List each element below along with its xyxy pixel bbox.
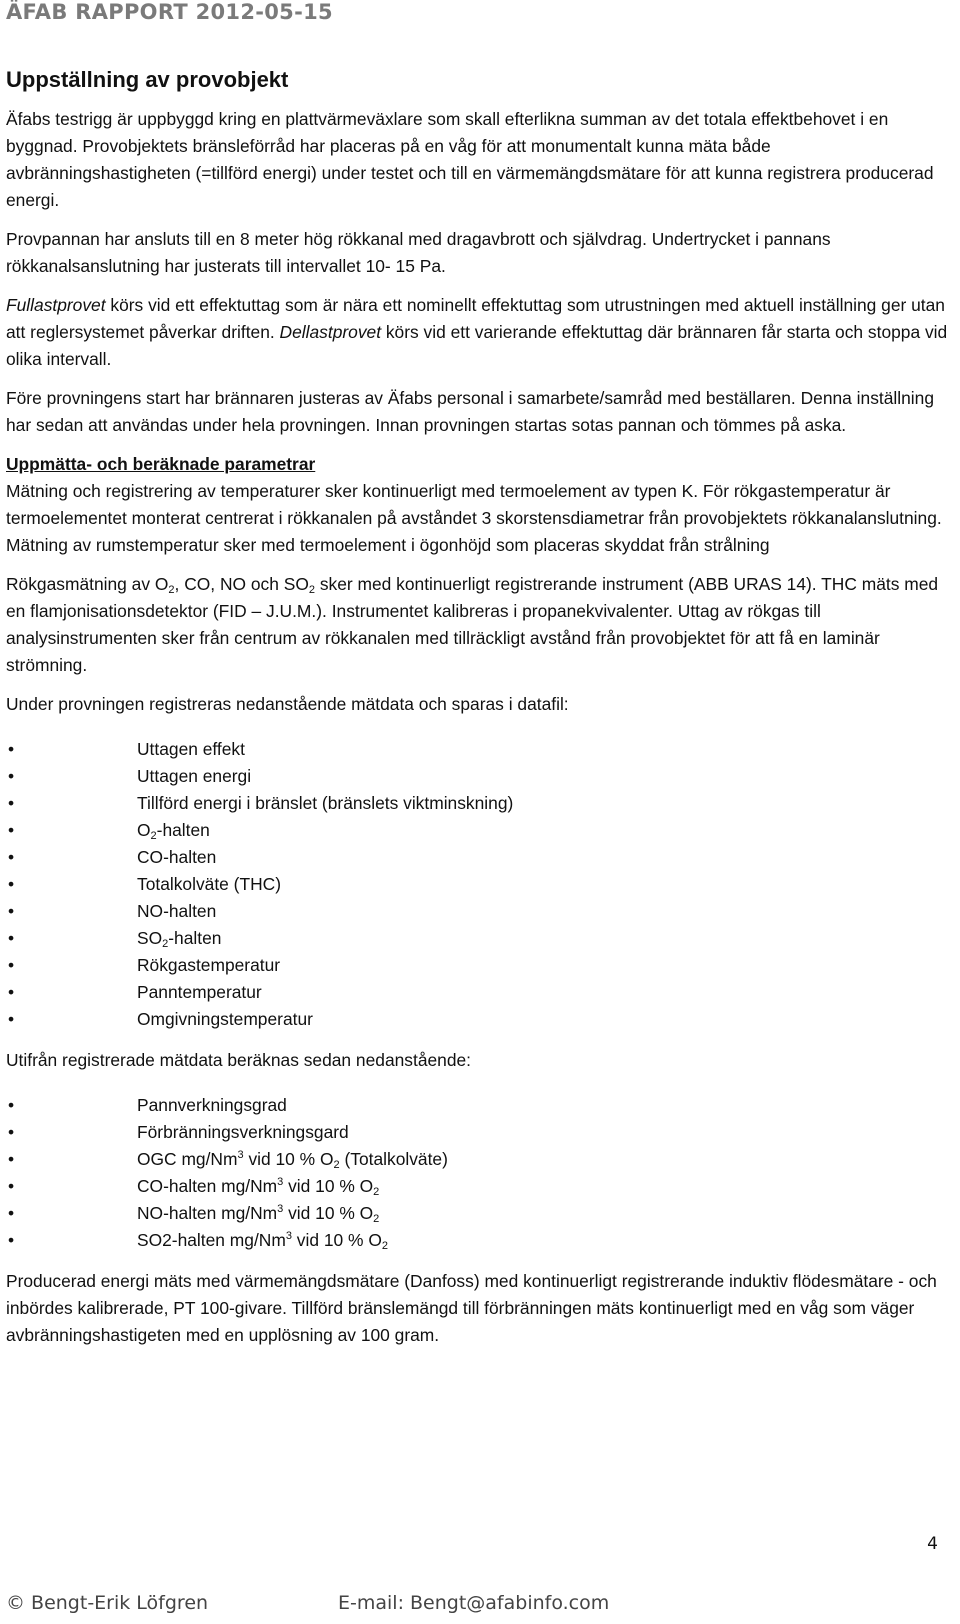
list-item: • Pannverkningsgrad — [6, 1092, 950, 1119]
list-item: • SO2-halten mg/Nm$^3$ vid 10 % $O_2$ — [6, 1227, 950, 1254]
page-number: 4 — [927, 1534, 938, 1554]
list-item: • Rökgastemperatur — [6, 952, 950, 979]
subsection-title: Uppmätta- och beräknade parametrar — [6, 454, 316, 474]
list-item: • Omgivningstemperatur — [6, 1006, 950, 1033]
calculated-data-list — [6, 1092, 950, 1254]
paragraph-test-rig: Äfabs testrigg är uppbyggd kring en plattvärmeväxlare som skall efterlikna summan av det totala effektbehovet i en byggnad. Provobjektets bränsleförråd har placeras på en våg för att monumentalt kunna mäta både avbränningshastigheten (=tillförd energi) under testet och till en värmemängdsmätare för att kunna registrera producerad energi. — [6, 109, 934, 210]
footer-author: © Bengt-Erik Löfgren — [6, 1592, 209, 1614]
list-item: • Panntemperatur — [6, 979, 950, 1006]
list-item: • Uttagen effekt — [6, 736, 950, 763]
paragraph-energy-measurement: Producerad energi mäts med värmemängdsmätare (Danfoss) med kontinuerligt registrerande induktiv flödesmätare - och inbördes kalibrerade, PT 100-givare. Tillförd bränslemängd till förbränningen mäts kontinuerligt med en våg som väger avbränningshastigeten med en upplösning av 100 gram. — [6, 1271, 937, 1345]
list-item: • CO-halten mg/Nm$^3$ vid 10 % $O_2$ — [6, 1173, 950, 1200]
list-item: • Förbränningsverkningsgard — [6, 1119, 950, 1146]
report-header: ÄFAB RAPPORT 2012-05-15 — [6, 0, 333, 24]
paragraph-gas-measurement: Rökgasmätning av $O_2$, CO, NO och $SO_2$ sker med kontinuerligt registrerande instrument (ABB URAS 14). THC mäts med en flamjonisationsdetektor (FID – J.U.M.). Instrumentet kalibreras i propanekvivalenter. Uttag av rökgas till analysinstrumenten sker från centrum av rökkanalen med tillräckligt avstånd från provobjektet för att få en laminär strömning. — [6, 574, 939, 675]
paragraph-registered-data-intro: Under provningen registreras nedanstående mätdata och sparas i datafil: — [6, 694, 569, 714]
list-item: • $SO_2$-halten — [6, 925, 950, 952]
paragraph-load-tests: Fullastprovet körs vid ett effektuttag som är nära ett nominellt effektuttag som utrustningen med aktuell inställning ger utan att reglersystemet påverkar driften. Dellastprovet körs vid ett varierande effektuttag där brännaren får starta och stoppa vid olika intervall. — [6, 295, 948, 369]
list-item: • Uttagen energi — [6, 763, 950, 790]
footer-email: E-mail: Bengt@afabinfo.com — [338, 1592, 610, 1614]
list-item: • Totalkolväte (THC) — [6, 871, 950, 898]
paragraph-temperature: Mätning och registrering av temperaturer sker kontinuerligt med termoelement av typen K. För rökgastemperatur är termoelementet monterat centrerat i rökkanalen på avståndet 3 skorstensdiametrar från provobjektets rökkanalanslutning. Mätning av rumstemperatur sker med termoelement i ögonhöjd som placeras skyddat från strålning — [6, 481, 942, 555]
paragraph-calculated-intro: Utifrån registrerade mätdata beräknas sedan nedanstående: — [6, 1050, 472, 1070]
list-item: • OGC mg/Nm$^3$ vid 10 % $O_2$ (Totalkolväte) — [6, 1146, 950, 1173]
list-item: • CO-halten — [6, 844, 950, 871]
section-title: Uppställning av provobjekt — [6, 67, 289, 92]
list-item: • Tillförd energi i bränslet (bränslets viktminskning) — [6, 790, 950, 817]
full-load-term: Fullastprovet — [6, 295, 106, 315]
part-load-term: Dellastprovet — [279, 322, 382, 342]
list-item: • NO-halten — [6, 898, 950, 925]
registered-data-list — [6, 736, 950, 1033]
list-item: • $O_2$-halten — [6, 817, 950, 844]
document-body — [6, 64, 950, 1361]
list-item: • NO-halten mg/Nm$^3$ vid 10 % $O_2$ — [6, 1200, 950, 1227]
paragraph-burner-adjust: Före provningens start har brännaren justeras av Äfabs personal i samarbete/samråd med beställaren. Denna inställning har sedan att användas under hela provningen. Innan provningen startas sotas pannan och tömmes på aska. — [6, 388, 935, 435]
paragraph-flue: Provpannan har ansluts till en 8 meter hög rökkanal med dragavbrott och självdrag. Undertrycket i pannans rökkanalsanslutning har justerats till intervallet 10- 15 Pa. — [6, 229, 831, 276]
